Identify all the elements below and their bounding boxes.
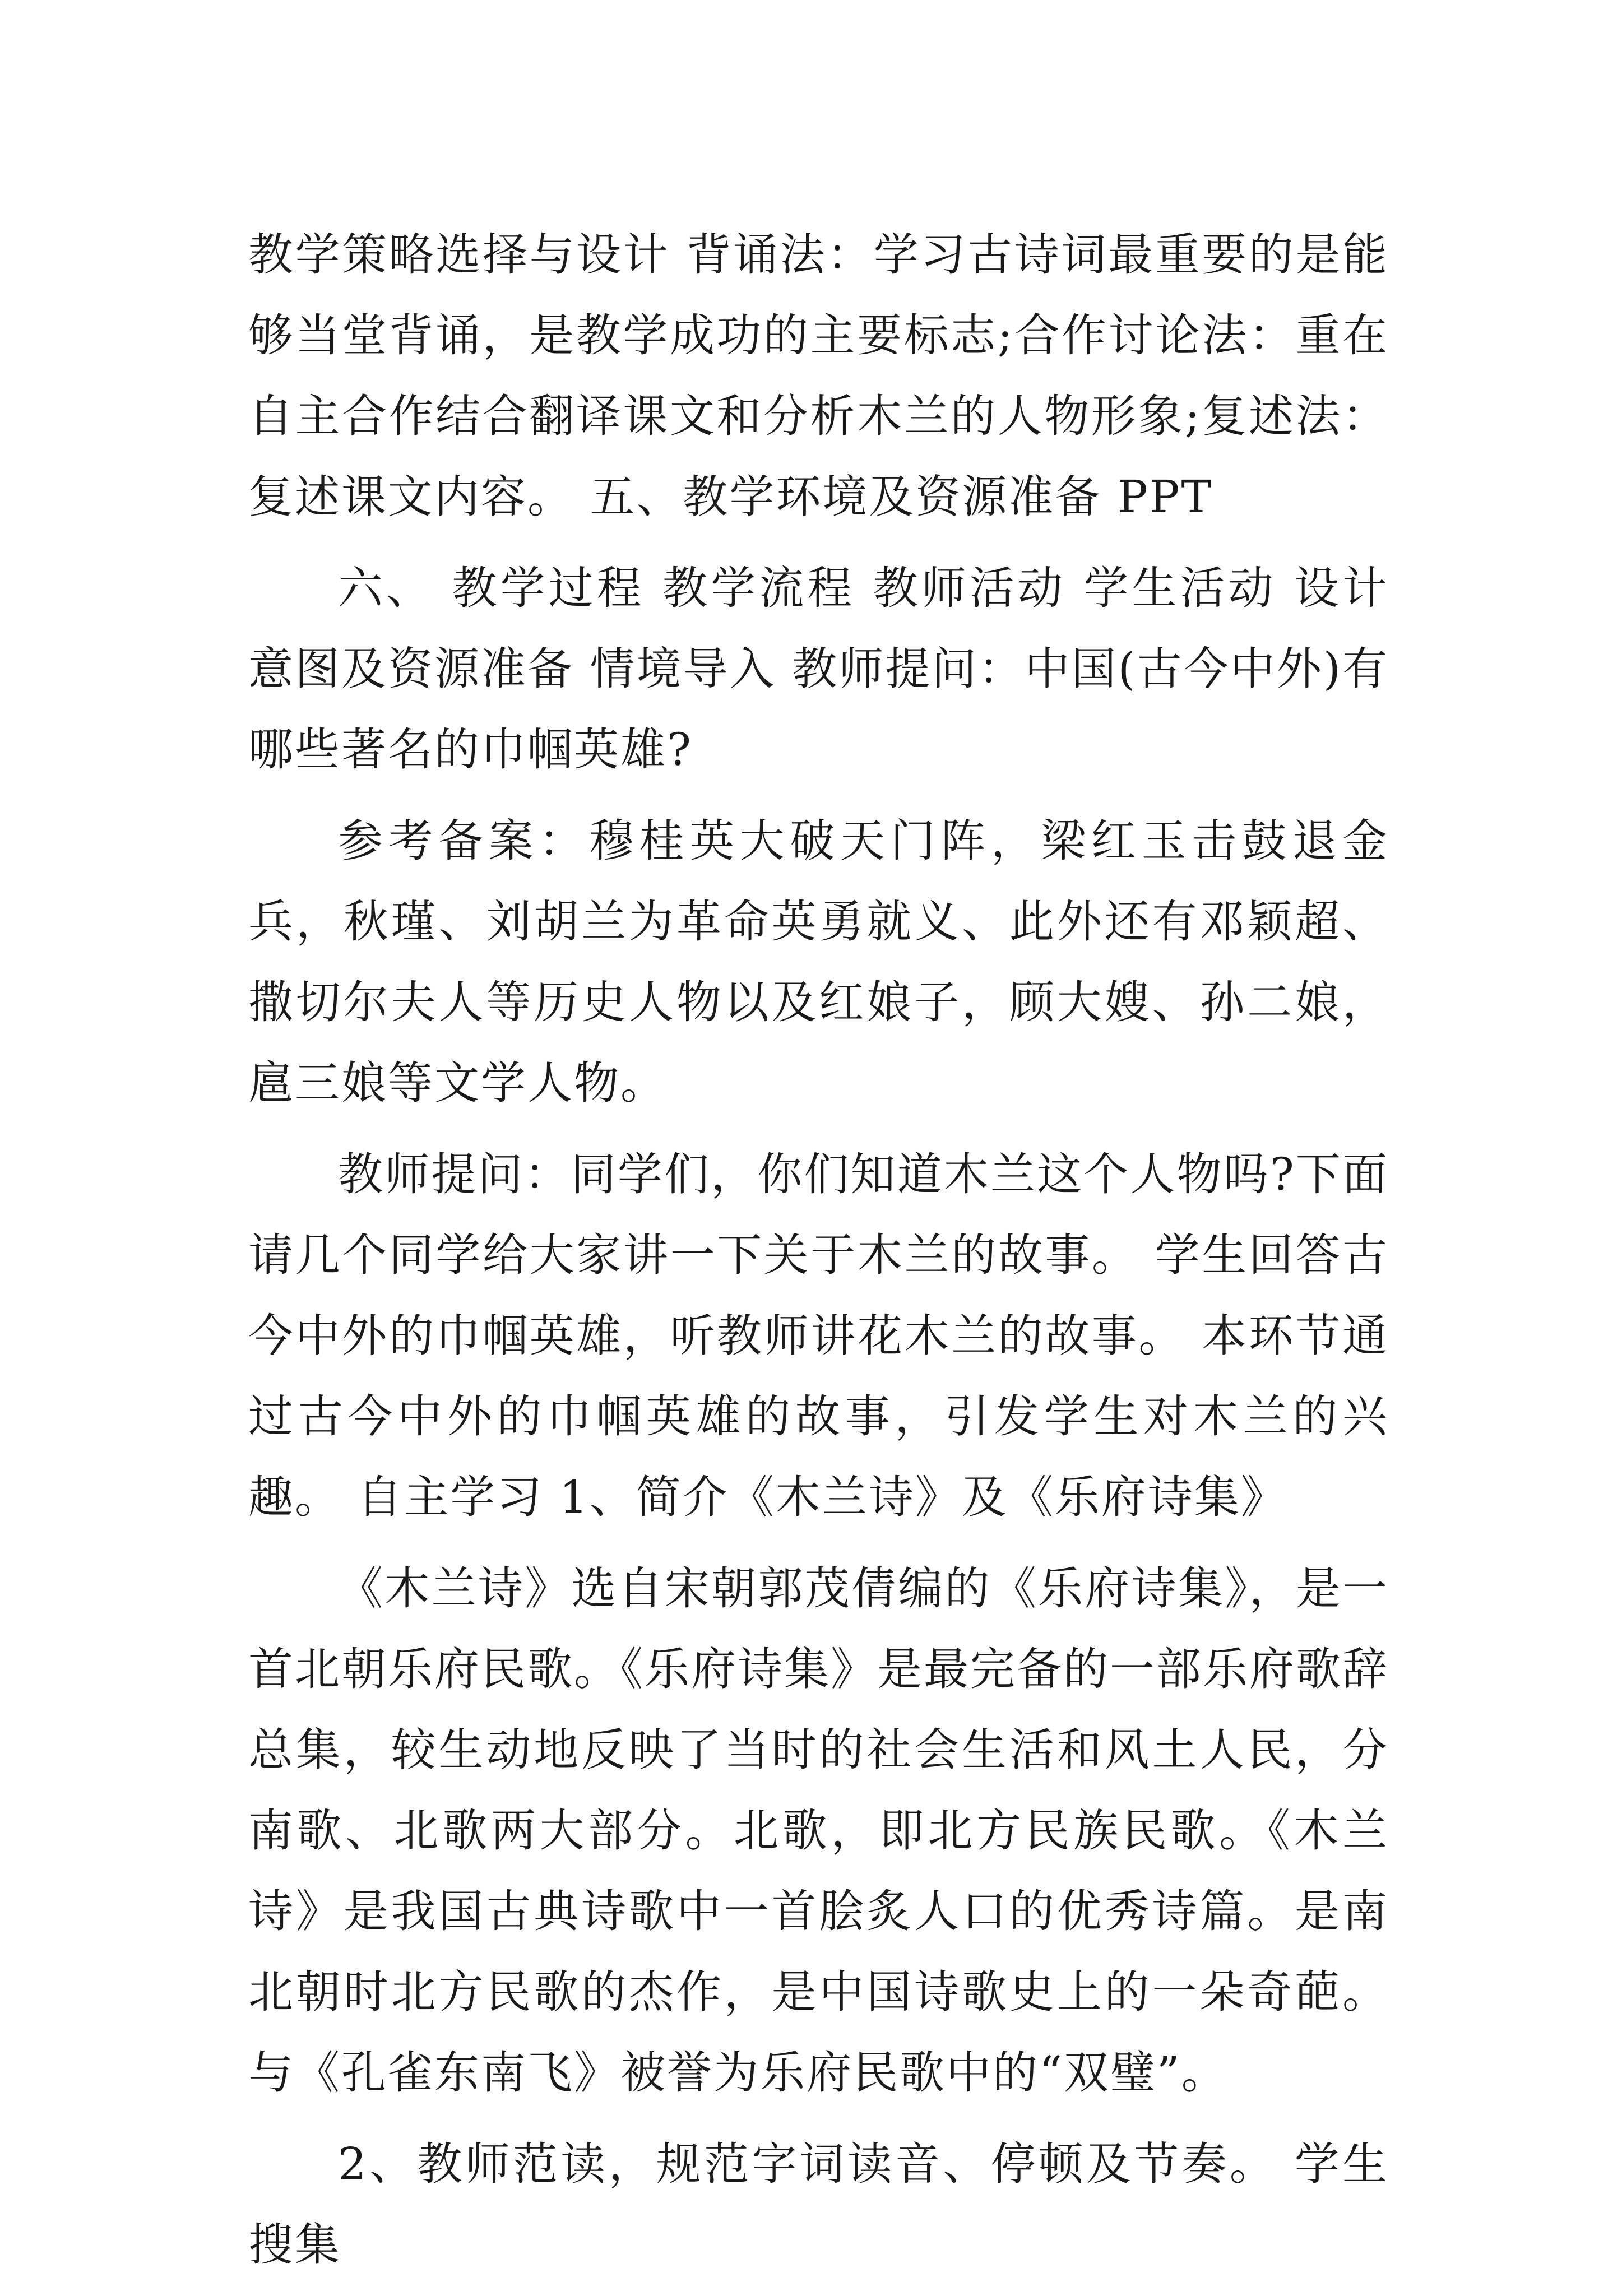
- paragraph-reference-answer: 参考备案：穆桂英大破天门阵，梁红玉击鼓退金兵，秋瑾、刘胡兰为革命英勇就义、此外还有邓颖超、撒切尔夫人等历史人物以及红娘子，顾大嫂、孙二娘，扈三娘等文学人物。: [248, 815, 1389, 1109]
- paragraph-teacher-question: 教师提问：同学们，你们知道木兰这个人物吗?下面请几个同学给大家讲一下关于木兰的故事。 学生回答古今中外的巾帼英雄，听教师讲花木兰的故事。 本环节通过古今中外的巾帼英雄的故事，引发学生对木兰的兴趣。 自主学习 1、简介《木兰诗》及《乐府诗集》: [248, 1148, 1389, 1523]
- paragraph-mulan-poem-intro: 《木兰诗》选自宋朝郭茂倩编的《乐府诗集》，是一首北朝乐府民歌。《乐府诗集》是最完备的一部乐府歌辞总集，较生动地反映了当时的社会生活和风土人民，分南歌、北歌两大部分。北歌，即北方民族民歌。《木兰诗》是我国古典诗歌中一首脍炙人口的优秀诗篇。是南北朝时北方民歌的杰作，是中国诗歌史上的一朵奇葩。与《孔雀东南飞》被誉为乐府民歌中的“双璧”。: [248, 1562, 1389, 2099]
- paragraph-teaching-process: 六、 教学过程 教学流程 教师活动 学生活动 设计意图及资源准备 情境导入 教师提问：中国(古今中外)有哪些著名的巾帼英雄?: [248, 562, 1389, 776]
- paragraph-teacher-reading: 2、教师范读，规范字词读音、停顿及节奏。 学生搜集: [248, 2138, 1389, 2271]
- paragraph-teaching-strategy: 教学策略选择与设计 背诵法：学习古诗词最重要的是能够当堂背诵，是教学成功的主要标志;合作讨论法：重在自主合作结合翻译课文和分析木兰的人物形象;复述法：复述课文内容。 五、教学环境及资源准备 PPT: [248, 229, 1389, 523]
- document-body: [248, 215, 1389, 2296]
